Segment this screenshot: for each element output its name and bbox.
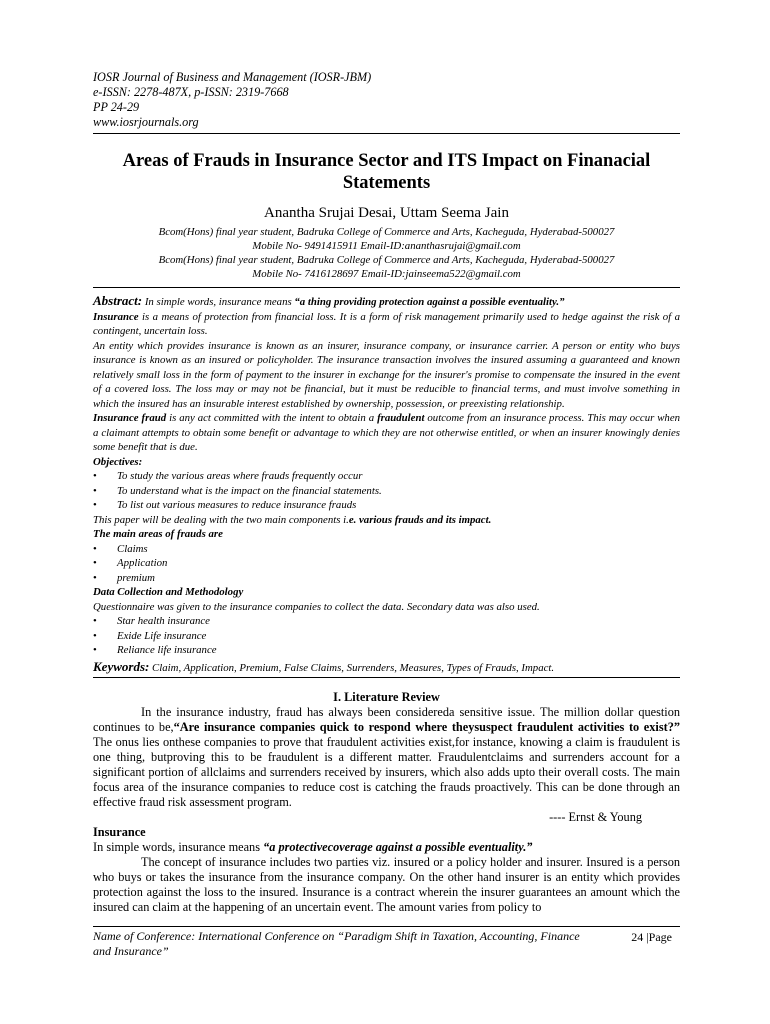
list-item: • To study the various areas where frauds frequently occur	[93, 469, 680, 484]
paper-page	[93, 70, 680, 915]
attribution: ---- Ernst & Young	[549, 809, 642, 824]
footer-rule	[93, 926, 680, 927]
abstract-entities: An entity which provides insurance is known as an insurer, insurance company, or insurance carrier. A person or entity who buys insurance is known as an insured or policyholder. The insurance transaction involves the insured assuming a guaranteed and known relatively small loss in the form of payment to the insurer in exchange for the insurer's promise to compensate the insured in the event of a covered loss. The loss may or may not be financial, but it must be reducible to financial terms, and must involve something in which the insured has an insurable interest established by ownership, possession, or preexisting relationship.	[93, 339, 680, 410]
insurance-definition: In simple words, insurance means “a protectivecoverage against a possible eventuality.”	[93, 839, 533, 854]
abstract-bottom-rule	[93, 677, 680, 678]
affiliation-line: Mobile No- 9491415911 Email-ID:ananthasrujai@gmail.com	[252, 240, 521, 252]
affiliation-line: Bcom(Hons) final year student, Badruka College of Commerce and Arts, Kacheguda, Hyderabad-500027	[158, 254, 615, 266]
abstract-definition: Insurance is a means of protection from financial loss. It is a form of risk management primarily used to hedge against the risk of a contingent, uncertain loss.	[93, 310, 680, 337]
list-item: • premium	[93, 571, 680, 586]
affiliation-line: Bcom(Hons) final year student, Badruka College of Commerce and Arts, Kacheguda, Hyderabad-500027	[158, 226, 615, 238]
list-item: • Reliance life insurance	[93, 643, 680, 658]
list-item: • Application	[93, 556, 680, 571]
areas-heading: The main areas of frauds are	[93, 528, 223, 540]
methodology-heading: Data Collection and Methodology	[93, 586, 244, 598]
journal-url: www.iosrjournals.org	[93, 115, 199, 129]
section-body	[93, 705, 680, 915]
abstract-label: Abstract:	[93, 293, 143, 308]
journal-issn: e-ISSN: 2278-487X, p-ISSN: 2319-7668	[93, 85, 289, 99]
conference-name: Name of Conference: International Conference on “Paradigm Shift in Taxation, Accounting, Finance and Insurance”	[93, 929, 580, 958]
journal-name: IOSR Journal of Business and Management (IOSR-JBM)	[93, 70, 372, 84]
objectives-heading: Objectives:	[93, 455, 143, 468]
abstract-top-rule	[93, 287, 680, 288]
list-item: • To understand what is the impact on the financial statements.	[93, 484, 680, 499]
objectives-list	[93, 469, 680, 513]
affiliation-line: Mobile No- 7416128697 Email-ID:jainseema522@gmail.com	[252, 268, 521, 280]
keywords	[93, 659, 680, 675]
components-sentence: This paper will be dealing with the two main components i.e. various frauds and its impact.	[93, 513, 492, 526]
list-item: • Claims	[93, 542, 680, 557]
header-rule	[93, 133, 680, 134]
list-item: • Exide Life insurance	[93, 629, 680, 644]
affiliations	[93, 225, 680, 281]
abstract-fraud: Insurance fraud is any act committed with the intent to obtain a fraudulent outcome from an insurance process. This may occur when a claimant attempts to obtain some benefit or advantage to which they are not otherwise entitled, or when an insurer knowingly denies some benefit that is due.	[93, 412, 681, 453]
paper-title: Areas of Frauds in Insurance Sector and ITS Impact on Finanacial Statements	[122, 151, 651, 193]
methodology-text: Questionnaire was given to the insurance companies to collect the data. Secondary data was also used.	[93, 600, 540, 613]
paper-authors: Anantha Srujai Desai, Uttam Seema Jain	[264, 205, 509, 221]
list-item: • Star health insurance	[93, 614, 680, 629]
page-number: 24 |Page	[631, 930, 672, 944]
subsection-heading: Insurance	[93, 824, 146, 839]
literature-paragraph: In the insurance industry, fraud has always been considereda sensitive issue. The million dollar question continues to be,“Are insurance companies quick to respond where theysuspect fraudulent activities to exist?” The onus lies onthese companies to prove that fraudulent activities exist,for instance, knowing a claim is fraudulent is one thing, butproving this to be fraudulent is a different matter. Fraudulentclaims and surrenders account for a significant portion of allclaims and surrenders received by insurers, which also adds upto their overall costs. The main focus area of the insurance companies to reduce cost is catching the frauds proactively. This can be done through an effective fraud risk assessment program.	[93, 704, 680, 809]
page-footer	[93, 926, 680, 959]
abstract-intro: Abstract: In simple words, insurance means “a thing providing protection against a possible eventuality.”	[93, 293, 565, 308]
journal-pages: PP 24-29	[93, 100, 140, 114]
journal-header	[93, 70, 680, 130]
areas-list	[93, 542, 680, 586]
list-item: • To list out various measures to reduce insurance frauds	[93, 498, 680, 513]
section-heading: I. Literature Review	[333, 689, 440, 704]
keywords-label: Keywords:	[93, 658, 150, 674]
companies-list	[93, 614, 680, 658]
insurance-paragraph: The concept of insurance includes two parties viz. insured or a policy holder and insurer. Insured is a person who buys or takes the insurance from the insurance company. On the other hand insurer is an entity which provides protection against the loss to the insured. Insurance is a contract wherein the insurer guarantees an amount which the insured can claim at the happening of an uncertain event. The amount varies from policy to	[93, 854, 680, 914]
abstract	[93, 294, 680, 658]
keywords-text: Claim, Application, Premium, False Claims, Surrenders, Measures, Types of Frauds, Impact.	[149, 661, 555, 674]
